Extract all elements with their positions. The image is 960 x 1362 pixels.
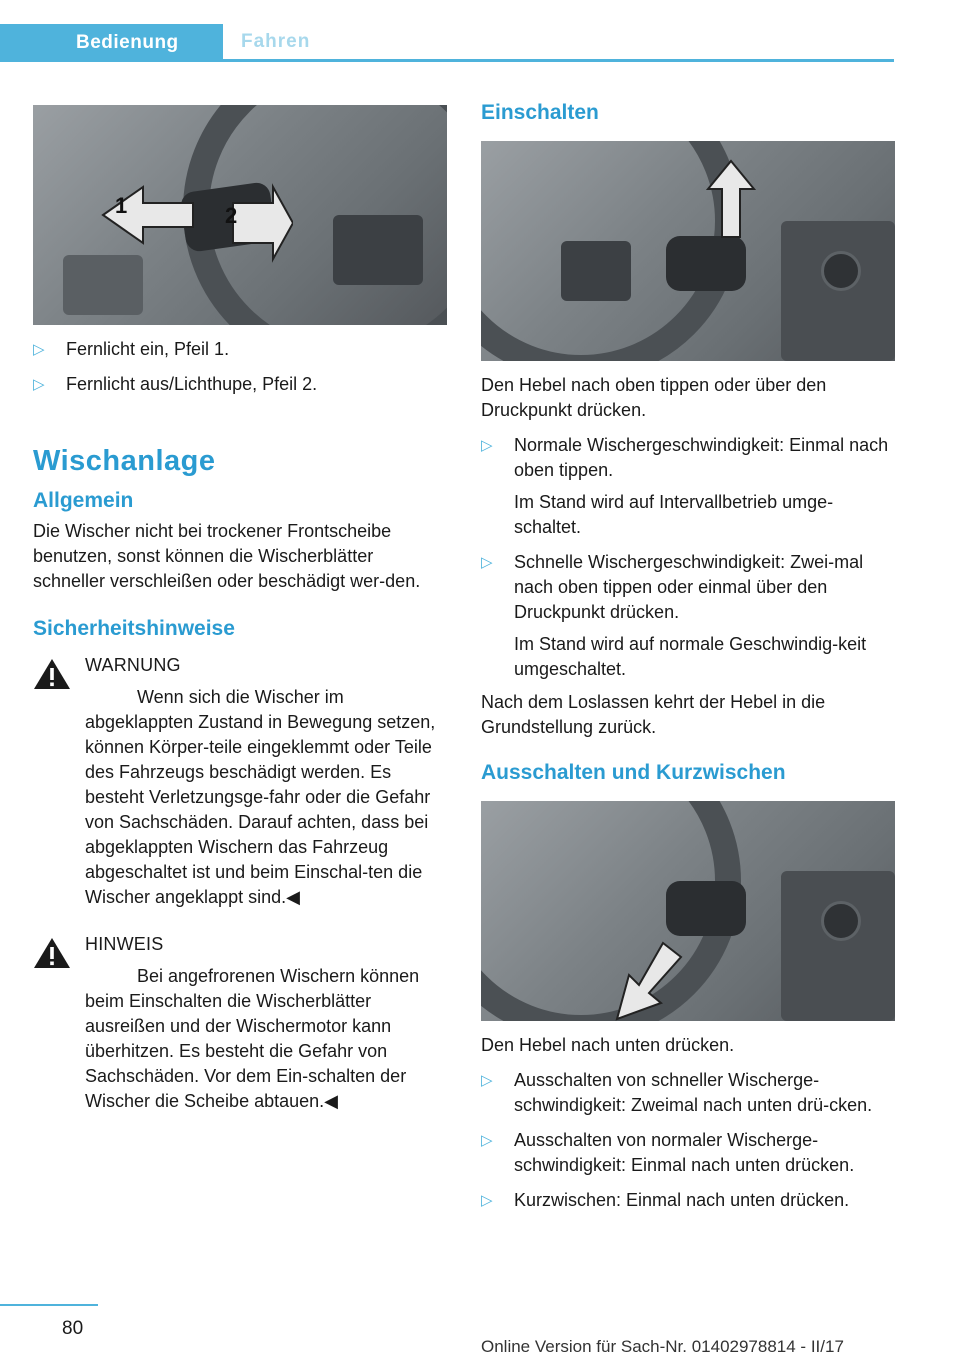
note-text: Im Stand wird auf Intervallbetrieb umge-schaltet.: [514, 492, 834, 537]
page-number: 80: [62, 1318, 84, 1339]
notice-text: Bei angefrorenen Wischern können beim Einschalten die Wischerblätter ausreißen und der Wischermotor kann überhitzen. Es besteht die Gefahr von Sachschäden. Vor dem Ein-schalten der Wischer die Scheibe abtauen.◀: [85, 966, 420, 1111]
arrow-graphic: [93, 175, 293, 265]
header-tab-fahren: Fahren: [223, 24, 894, 62]
list-item: ▷ Kurzwischen: Einmal nach unten drücken.: [481, 1188, 895, 1213]
warning-text: Wenn sich die Wischer im abgeklappten Zustand in Bewegung setzen, können Körper-teile eingeklemmt oder Teile des Fahrzeugs beschädigt werden. Es besteht Verletzungsge-fahr oder die Gefahr von Sachschäden. Darauf achten, dass bei abgeklappten Wischern das Fahrzeug abgeschaltet ist und beim Einschal-ten die Wischer angeklappt sind.◀: [85, 687, 436, 907]
wiper-lever-down-photo: [481, 801, 895, 1021]
triangle-bullet-icon: ▷: [33, 341, 45, 358]
triangle-bullet-icon: ▷: [33, 376, 45, 393]
subsection-title-on: Einschalten: [481, 101, 599, 124]
triangle-bullet-icon: ▷: [481, 1072, 493, 1089]
subsection-title-safety: Sicherheitshinweise: [33, 617, 235, 640]
list-item: ▷ Schnelle Wischergeschwindigkeit: Zwei-mal nach oben tippen oder einmal über den Druckpunkt drücken. Im Stand wird auf normale Geschwindig-keit umgeschaltet.: [481, 550, 895, 682]
list-item: ▷ Fernlicht ein, Pfeil 1.: [33, 337, 447, 362]
off-intro-text: Den Hebel nach unten drücken.: [481, 1035, 735, 1055]
left-column: [33, 105, 447, 1114]
triangle-bullet-icon: ▷: [481, 1132, 493, 1149]
list-item: ▷ Ausschalten von normaler Wischerge-schwindigkeit: Einmal nach unten drücken.: [481, 1130, 855, 1175]
warning-block: [33, 653, 447, 910]
subsection-title-general: Allgemein: [33, 489, 134, 512]
page-number-rule: [0, 1304, 98, 1306]
high-beam-lever-photo: [33, 105, 447, 325]
general-text: Die Wischer nicht bei trockener Frontscheibe benutzen, sonst können die Wischerblätter schneller verschleißen oder beschädigt wer-den.: [33, 521, 421, 591]
on-outro-text: Nach dem Loslassen kehrt der Hebel in die Grundstellung zurück.: [481, 692, 826, 737]
arrow-down-graphic: [603, 941, 693, 1021]
note-text: Im Stand wird auf normale Geschwindig-keit umgeschaltet.: [514, 634, 867, 679]
header-tab-bedienung: Bedienung: [0, 24, 223, 62]
notice-label: HINWEIS: [85, 934, 164, 954]
list-item: ▷ Normale Wischergeschwindigkeit: Einmal nach oben tippen. Im Stand wird auf Intervallbetrieb umge-schaltet.: [481, 433, 895, 540]
arrow-up-graphic: [706, 159, 756, 239]
warning-label: WARNUNG: [85, 655, 181, 675]
section-title: Wischanlage: [33, 445, 216, 477]
list-item: ▷ Ausschalten von schneller Wischerge-schwindigkeit: Zweimal nach unten drü-cken.: [481, 1070, 873, 1115]
triangle-bullet-icon: ▷: [481, 554, 493, 571]
subsection-title-off: Ausschalten und Kurzwischen: [481, 761, 786, 784]
on-intro-text: Den Hebel nach oben tippen oder über den Druckpunkt drücken.: [481, 375, 827, 420]
triangle-bullet-icon: ▷: [481, 437, 493, 454]
warning-icon: [33, 936, 71, 970]
arrow-label-1: 1: [115, 193, 128, 218]
triangle-bullet-icon: ▷: [481, 1192, 493, 1209]
arrow-label-2: 2: [225, 203, 238, 228]
warning-icon: [33, 657, 71, 691]
notice-block: [33, 932, 447, 1114]
list-item: ▷ Fernlicht aus/Lichthupe, Pfeil 2.: [33, 372, 447, 397]
wiper-lever-up-photo: [481, 141, 895, 361]
right-column: [481, 100, 895, 1213]
online-version-footer: Online Version für Sach-Nr. 01402978814 - II/17: [481, 1337, 844, 1356]
